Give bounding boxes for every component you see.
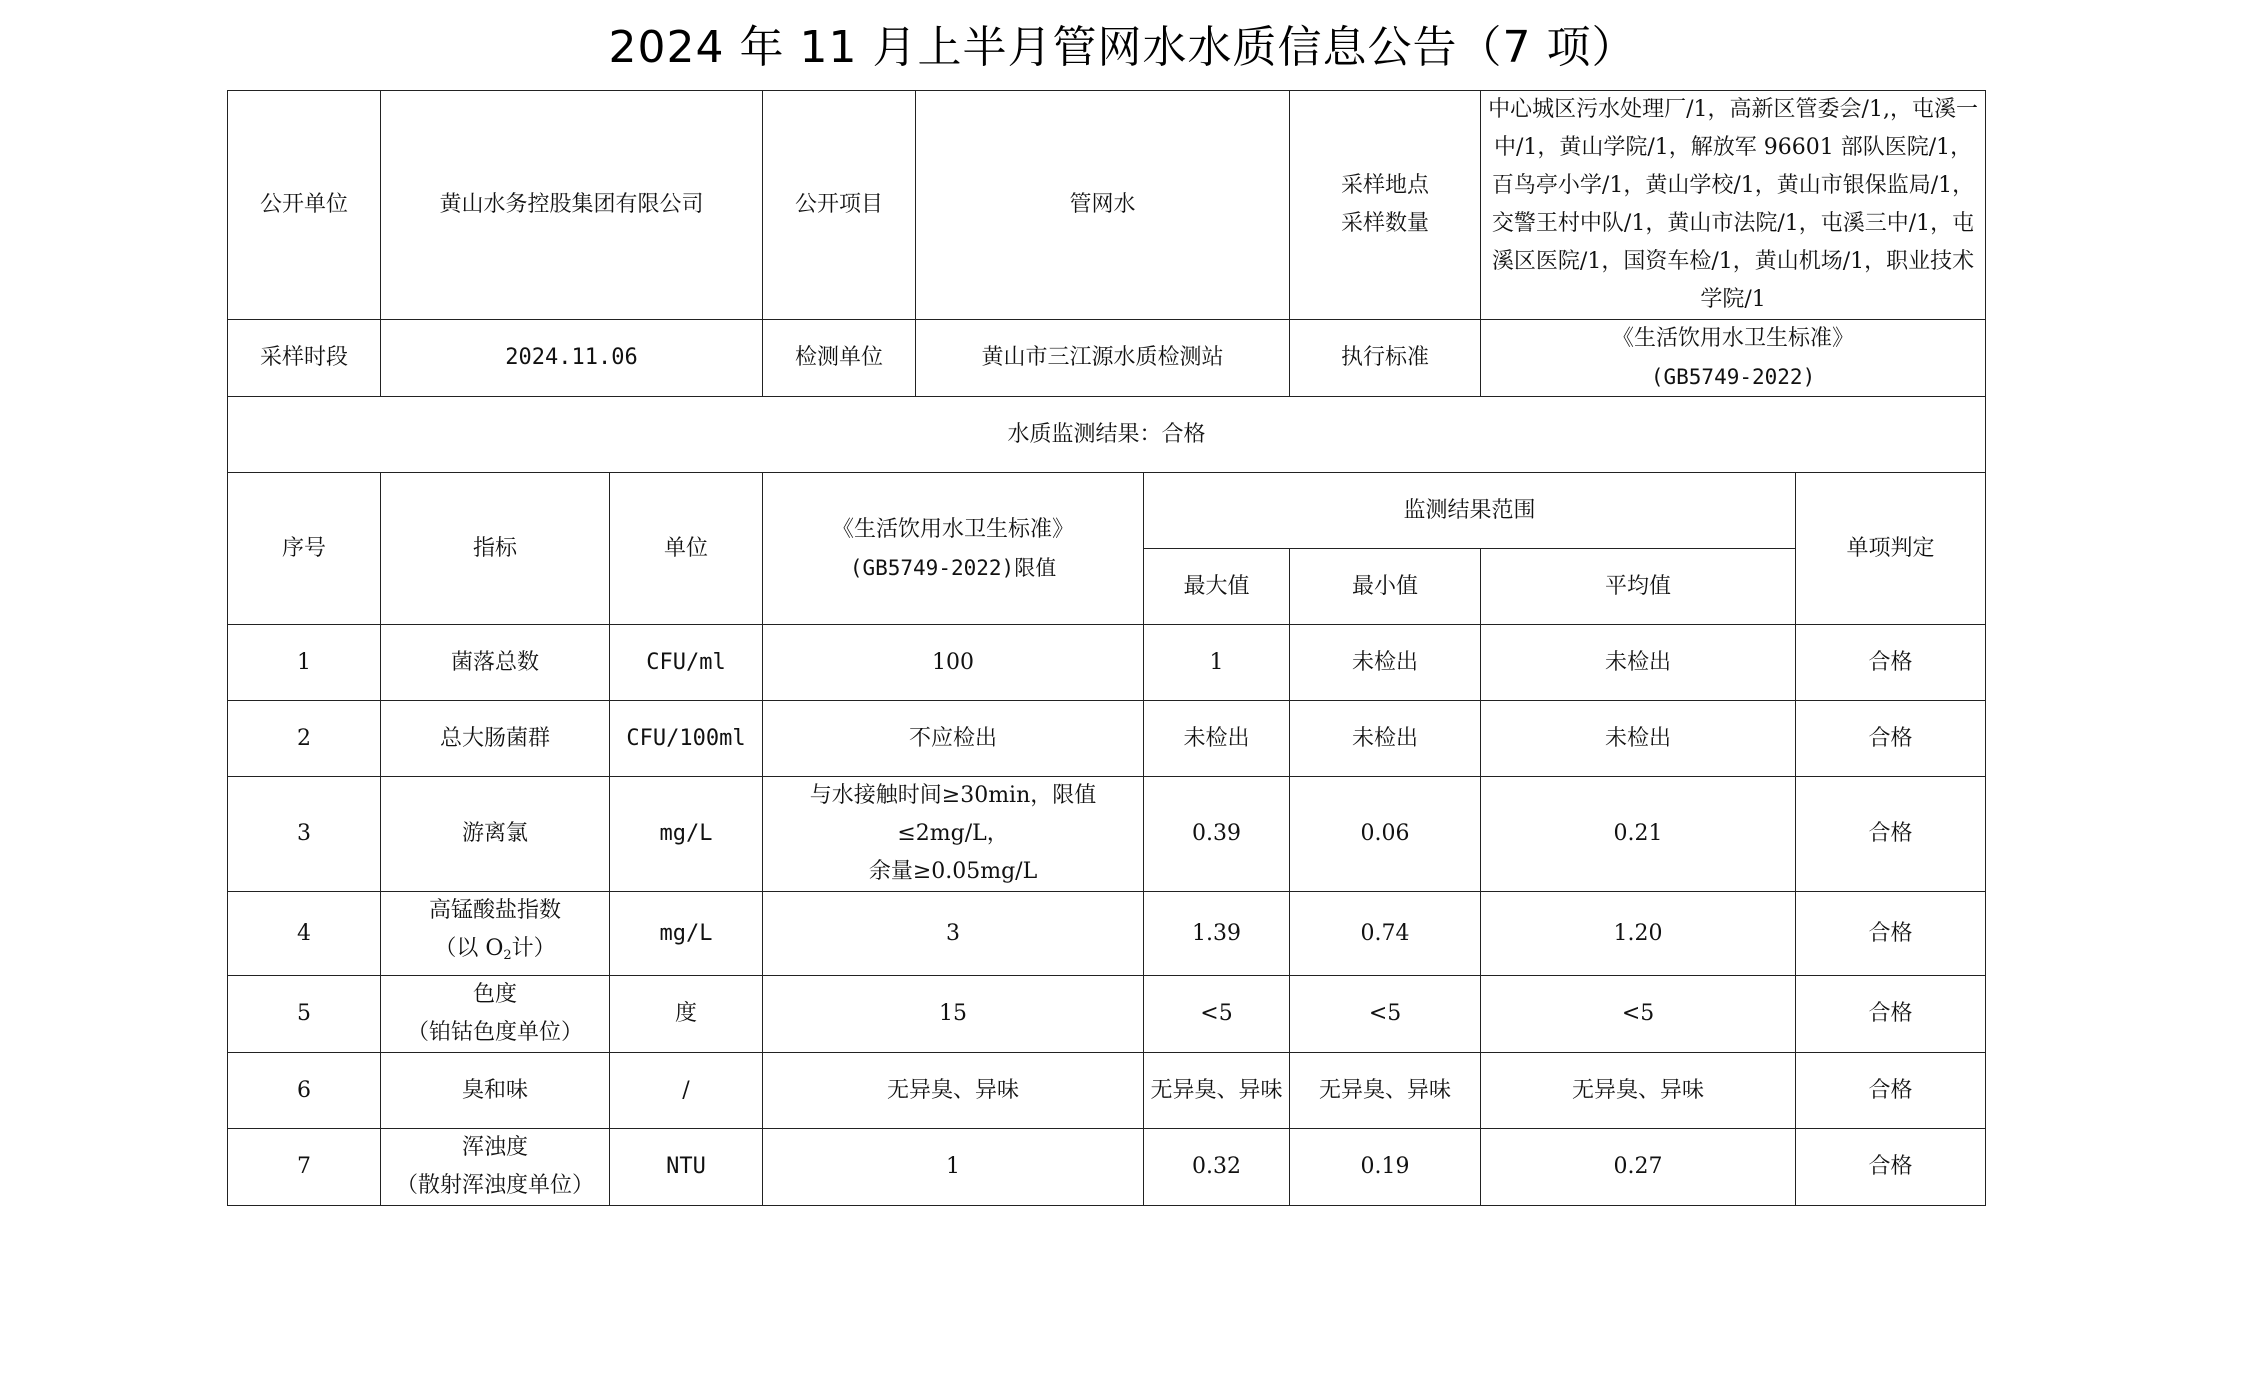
row-verdict: 合格 xyxy=(1796,1129,1986,1206)
result-summary-row xyxy=(228,397,1986,473)
row-avg: 1.20 xyxy=(1481,892,1796,976)
row-indicator: 臭和味 xyxy=(381,1053,610,1129)
row-unit: NTU xyxy=(610,1129,763,1206)
header-min: 最小值 xyxy=(1290,549,1481,625)
item-value: 管网水 xyxy=(916,91,1290,320)
header-max: 最大值 xyxy=(1144,549,1290,625)
header-unit: 单位 xyxy=(610,473,763,625)
row-max: 0.39 xyxy=(1144,777,1290,892)
row-avg: 0.27 xyxy=(1481,1129,1796,1206)
row-min: 0.74 xyxy=(1290,892,1481,976)
row-unit: CFU/100ml xyxy=(610,701,763,777)
period-value: 2024.11.06 xyxy=(381,320,763,397)
standard-label: 执行标准 xyxy=(1290,320,1481,397)
row-verdict: 合格 xyxy=(1796,777,1986,892)
row-unit: CFU/ml xyxy=(610,625,763,701)
row-indicator-subscript: 2 xyxy=(503,948,512,963)
row-limit-line-1: 与水接触时间≥30min，限值≤2mg/L， xyxy=(809,783,1097,846)
row-limit: 不应检出 xyxy=(763,701,1144,777)
row-indicator xyxy=(381,976,610,1053)
row-index: 4 xyxy=(228,892,381,976)
row-indicator-line-1: 色度 xyxy=(472,982,517,1007)
row-index: 2 xyxy=(228,701,381,777)
row-limit: 无异臭、异味 xyxy=(763,1053,1144,1129)
site-label xyxy=(1290,91,1481,320)
row-min: 未检出 xyxy=(1290,701,1481,777)
table-row xyxy=(228,976,1986,1053)
standard-value-line-2: (GB5749-2022) xyxy=(1650,365,1816,389)
row-min: 未检出 xyxy=(1290,625,1481,701)
row-max: 未检出 xyxy=(1144,701,1290,777)
row-index: 5 xyxy=(228,976,381,1053)
row-index: 1 xyxy=(228,625,381,701)
row-verdict: 合格 xyxy=(1796,701,1986,777)
standard-value xyxy=(1481,320,1986,397)
period-label: 采样时段 xyxy=(228,320,381,397)
table-row xyxy=(228,777,1986,892)
row-index: 3 xyxy=(228,777,381,892)
row-indicator xyxy=(381,1129,610,1206)
sampling-sites: 中心城区污水处理厂/1，高新区管委会/1,，屯溪一中/1，黄山学院/1，解放军 96601 部队医院/1，百鸟亭小学/1，黄山学校/1，黄山市银保监局/1，交警王村中队/1，黄山市法院/1，屯溪三中/1，屯溪区医院/1，国资车检/1，黄山机场/1，职业技术学院/1 xyxy=(1481,91,1986,320)
header-limit xyxy=(763,473,1144,625)
row-avg: 无异臭、异味 xyxy=(1481,1053,1796,1129)
row-indicator: 总大肠菌群 xyxy=(381,701,610,777)
row-max: 无异臭、异味 xyxy=(1144,1053,1290,1129)
page-title: 2024 年 11 月上半月管网水水质信息公告（7 项） xyxy=(608,22,1637,73)
item-label: 公开项目 xyxy=(763,91,916,320)
lab-value: 黄山市三江源水质检测站 xyxy=(916,320,1290,397)
row-limit: 15 xyxy=(763,976,1144,1053)
table-row xyxy=(228,1129,1986,1206)
row-unit: / xyxy=(610,1053,763,1129)
row-verdict: 合格 xyxy=(1796,976,1986,1053)
row-limit: 100 xyxy=(763,625,1144,701)
row-indicator-line-2 xyxy=(387,930,603,975)
row-avg: 未检出 xyxy=(1481,701,1796,777)
header-verdict: 单项判定 xyxy=(1796,473,1986,625)
row-verdict: 合格 xyxy=(1796,892,1986,976)
site-label-line-1: 采样地点 xyxy=(1341,173,1430,198)
table-row xyxy=(228,625,1986,701)
row-indicator-line-1: 浑浊度 xyxy=(461,1135,528,1160)
row-indicator: 菌落总数 xyxy=(381,625,610,701)
row-limit: 1 xyxy=(763,1129,1144,1206)
row-indicator-line-1: 高锰酸盐指数 xyxy=(428,898,561,923)
row-index: 6 xyxy=(228,1053,381,1129)
header-index: 序号 xyxy=(228,473,381,625)
row-limit: 3 xyxy=(763,892,1144,976)
row-indicator-line-2: （铂钴色度单位） xyxy=(406,1020,583,1045)
row-unit: 度 xyxy=(610,976,763,1053)
row-indicator-suffix: 计） xyxy=(511,936,556,961)
row-max: 1 xyxy=(1144,625,1290,701)
row-indicator-prefix: （以 O xyxy=(434,936,504,961)
unit-label: 公开单位 xyxy=(228,91,381,320)
unit-value: 黄山水务控股集团有限公司 xyxy=(381,91,763,320)
water-quality-table xyxy=(227,90,1986,1206)
lab-label: 检测单位 xyxy=(763,320,916,397)
row-indicator-line-2: （散射浑浊度单位） xyxy=(395,1173,594,1198)
row-indicator: 游离氯 xyxy=(381,777,610,892)
info-row-publisher xyxy=(228,91,1986,320)
info-row-period xyxy=(228,320,1986,397)
row-verdict: 合格 xyxy=(1796,1053,1986,1129)
row-avg: 未检出 xyxy=(1481,625,1796,701)
row-min: 0.06 xyxy=(1290,777,1481,892)
header-avg: 平均值 xyxy=(1481,549,1796,625)
row-unit: mg/L xyxy=(610,892,763,976)
table-row xyxy=(228,892,1986,976)
row-max: <5 xyxy=(1144,976,1290,1053)
row-min: <5 xyxy=(1290,976,1481,1053)
row-max: 0.32 xyxy=(1144,1129,1290,1206)
header-limit-line-2: (GB5749-2022)限值 xyxy=(849,555,1057,580)
row-max: 1.39 xyxy=(1144,892,1290,976)
row-verdict: 合格 xyxy=(1796,625,1986,701)
row-limit-line-2: 余量≥0.05mg/L xyxy=(868,859,1038,884)
header-limit-line-1: 《生活饮用水卫生标准》 xyxy=(832,516,1075,542)
row-index: 7 xyxy=(228,1129,381,1206)
row-avg: <5 xyxy=(1481,976,1796,1053)
header-range: 监测结果范围 xyxy=(1144,473,1796,549)
row-unit: mg/L xyxy=(610,777,763,892)
header-indicator: 指标 xyxy=(381,473,610,625)
table-row xyxy=(228,1053,1986,1129)
row-min: 0.19 xyxy=(1290,1129,1481,1206)
table-row xyxy=(228,701,1986,777)
result-summary: 水质监测结果：合格 xyxy=(228,397,1986,473)
standard-value-line-1: 《生活饮用水卫生标准》 xyxy=(1612,326,1855,351)
row-min: 无异臭、异味 xyxy=(1290,1053,1481,1129)
site-label-line-2: 采样数量 xyxy=(1341,211,1430,236)
table-header-row-1 xyxy=(228,473,1986,549)
row-limit xyxy=(763,777,1144,892)
row-avg: 0.21 xyxy=(1481,777,1796,892)
row-indicator xyxy=(381,892,610,976)
